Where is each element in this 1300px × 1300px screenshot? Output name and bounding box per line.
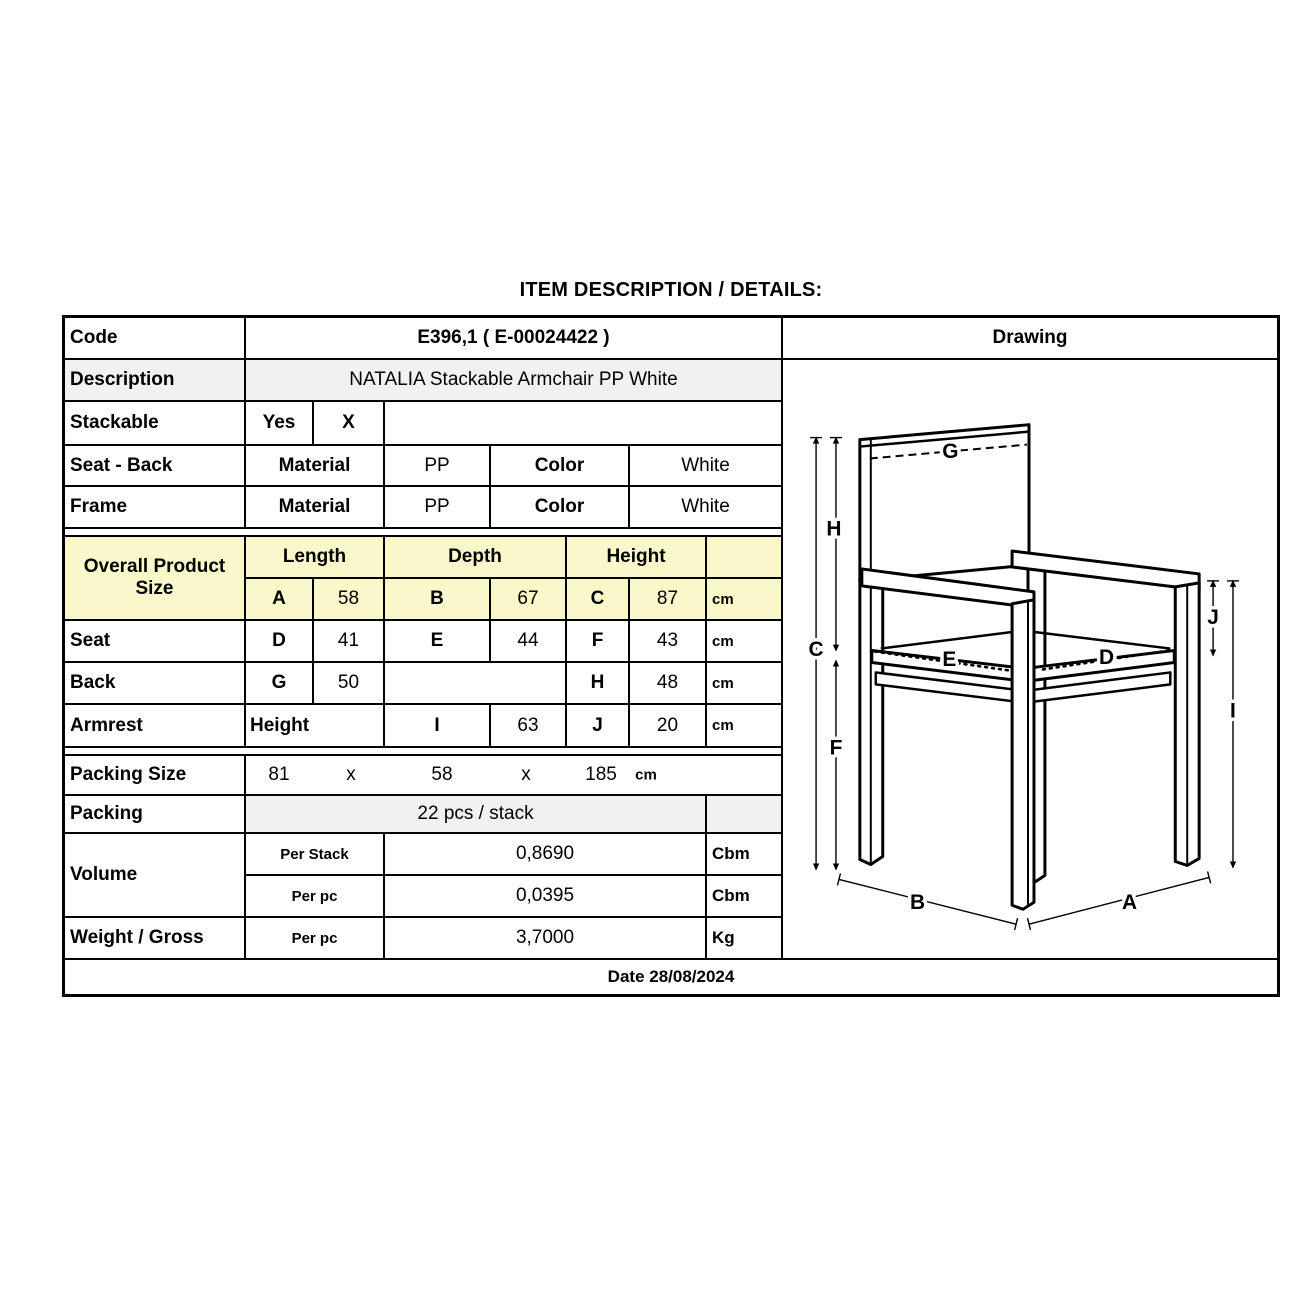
- label-g: G: [942, 440, 959, 464]
- label-d: D: [1099, 646, 1115, 670]
- weight-label: Weight / Gross: [65, 918, 246, 960]
- packing-value: 22 pcs / stack: [246, 796, 707, 834]
- packing-size-label: Packing Size: [65, 756, 246, 796]
- dim-j-key: J: [567, 705, 630, 748]
- volume-row1-value: 0,8690: [385, 834, 707, 876]
- packing-size-dim3: 185: [585, 764, 617, 785]
- back-empty-cell: [385, 663, 567, 705]
- height-header: Height: [567, 537, 707, 579]
- label-e: E: [942, 647, 957, 671]
- volume-row1-key: Per Stack: [246, 834, 385, 876]
- back-unit: cm: [707, 663, 783, 705]
- dim-b-key: B: [385, 579, 491, 621]
- dim-i-value: 63: [491, 705, 567, 748]
- label-h: H: [826, 517, 842, 541]
- frame-material-label: Material: [246, 487, 385, 529]
- overall-size-label-line1: Overall Product: [83, 556, 226, 578]
- label-a: A: [1121, 890, 1138, 914]
- volume-row2-value: 0,0395: [385, 876, 707, 918]
- dim-h-key: H: [567, 663, 630, 705]
- code-label: Code: [65, 318, 246, 360]
- packing-unit-empty: [707, 796, 783, 834]
- overall-unit: cm: [707, 579, 783, 621]
- stackable-mark: X: [314, 402, 385, 446]
- chair-drawing: [783, 360, 1277, 958]
- seat-back-label: Seat - Back: [65, 446, 246, 487]
- dim-g-key: G: [246, 663, 314, 705]
- overall-unit-header-empty: [707, 537, 783, 579]
- volume-row1-unit: Cbm: [707, 834, 783, 876]
- dim-a-key: A: [246, 579, 314, 621]
- label-j: J: [1207, 606, 1219, 630]
- chair-left-armrest: [862, 569, 1034, 608]
- weight-value: 3,7000: [385, 918, 707, 960]
- dim-c-value: 87: [630, 579, 707, 621]
- dim-i-key: I: [385, 705, 491, 748]
- seat-back-color-value: White: [630, 446, 783, 487]
- overall-size-label: [65, 537, 246, 621]
- dim-d-key: D: [246, 621, 314, 663]
- description-label: Description: [65, 360, 246, 402]
- date-row: Date 28/08/2024: [65, 960, 1277, 994]
- dim-e-value: 44: [491, 621, 567, 663]
- seat-back-material-label: Material: [246, 446, 385, 487]
- packing-label: Packing: [65, 796, 246, 834]
- chair-front-center-leg: [1012, 600, 1034, 909]
- label-b: B: [910, 890, 926, 914]
- frame-color-value: White: [630, 487, 783, 529]
- page-title: ITEM DESCRIPTION / DETAILS:: [519, 279, 823, 301]
- volume-row2-key: Per pc: [246, 876, 385, 918]
- chair-body: [860, 425, 1199, 910]
- armrest-sub-label: Height: [246, 705, 385, 748]
- packing-size-sep1: x: [346, 764, 356, 785]
- weight-key: Per pc: [246, 918, 385, 960]
- dim-line-b: [839, 879, 1016, 924]
- weight-unit: Kg: [707, 918, 783, 960]
- seat-unit: cm: [707, 621, 783, 663]
- frame-label: Frame: [65, 487, 246, 529]
- label-c: C: [808, 638, 824, 662]
- description-value: NATALIA Stackable Armchair PP White: [246, 360, 783, 402]
- dim-e-key: E: [385, 621, 491, 663]
- separator-row: [65, 529, 783, 537]
- frame-material-value: PP: [385, 487, 491, 529]
- seat-back-color-label: Color: [491, 446, 630, 487]
- dim-g-value: 50: [314, 663, 385, 705]
- separator-row: [65, 748, 783, 756]
- dim-f-value: 43: [630, 621, 707, 663]
- dim-c-key: C: [567, 579, 630, 621]
- stackable-empty-cell: [385, 402, 783, 446]
- label-i: I: [1230, 699, 1236, 723]
- overall-size-label-line2: Size: [135, 578, 174, 599]
- drawing-canvas: [783, 360, 1277, 960]
- dim-d-value: 41: [314, 621, 385, 663]
- seat-back-material-value: PP: [385, 446, 491, 487]
- packing-size-unit: cm: [635, 766, 657, 784]
- volume-label: Volume: [65, 834, 246, 918]
- packing-size-value: [246, 756, 783, 796]
- dim-j-value: 20: [630, 705, 707, 748]
- back-label: Back: [65, 663, 246, 705]
- drawing-header: Drawing: [783, 318, 1277, 360]
- stackable-label: Stackable: [65, 402, 246, 446]
- armrest-unit: cm: [707, 705, 783, 748]
- length-header: Length: [246, 537, 385, 579]
- dim-h-value: 48: [630, 663, 707, 705]
- label-f: F: [829, 736, 843, 760]
- depth-header: Depth: [385, 537, 567, 579]
- spec-table: [62, 315, 1280, 997]
- dim-a-value: 58: [314, 579, 385, 621]
- dim-b-value: 67: [491, 579, 567, 621]
- armrest-label: Armrest: [65, 705, 246, 748]
- frame-color-label: Color: [491, 487, 630, 529]
- packing-size-dim1: 81: [268, 764, 290, 785]
- packing-size-dim2: 58: [431, 764, 453, 785]
- dim-line-a: [1029, 877, 1209, 924]
- code-value: E396,1 ( E-00024422 ): [246, 318, 783, 360]
- dim-f-key: F: [567, 621, 630, 663]
- stackable-option: Yes: [246, 402, 314, 446]
- seat-label: Seat: [65, 621, 246, 663]
- packing-size-sep2: x: [521, 764, 531, 785]
- volume-row2-unit: Cbm: [707, 876, 783, 918]
